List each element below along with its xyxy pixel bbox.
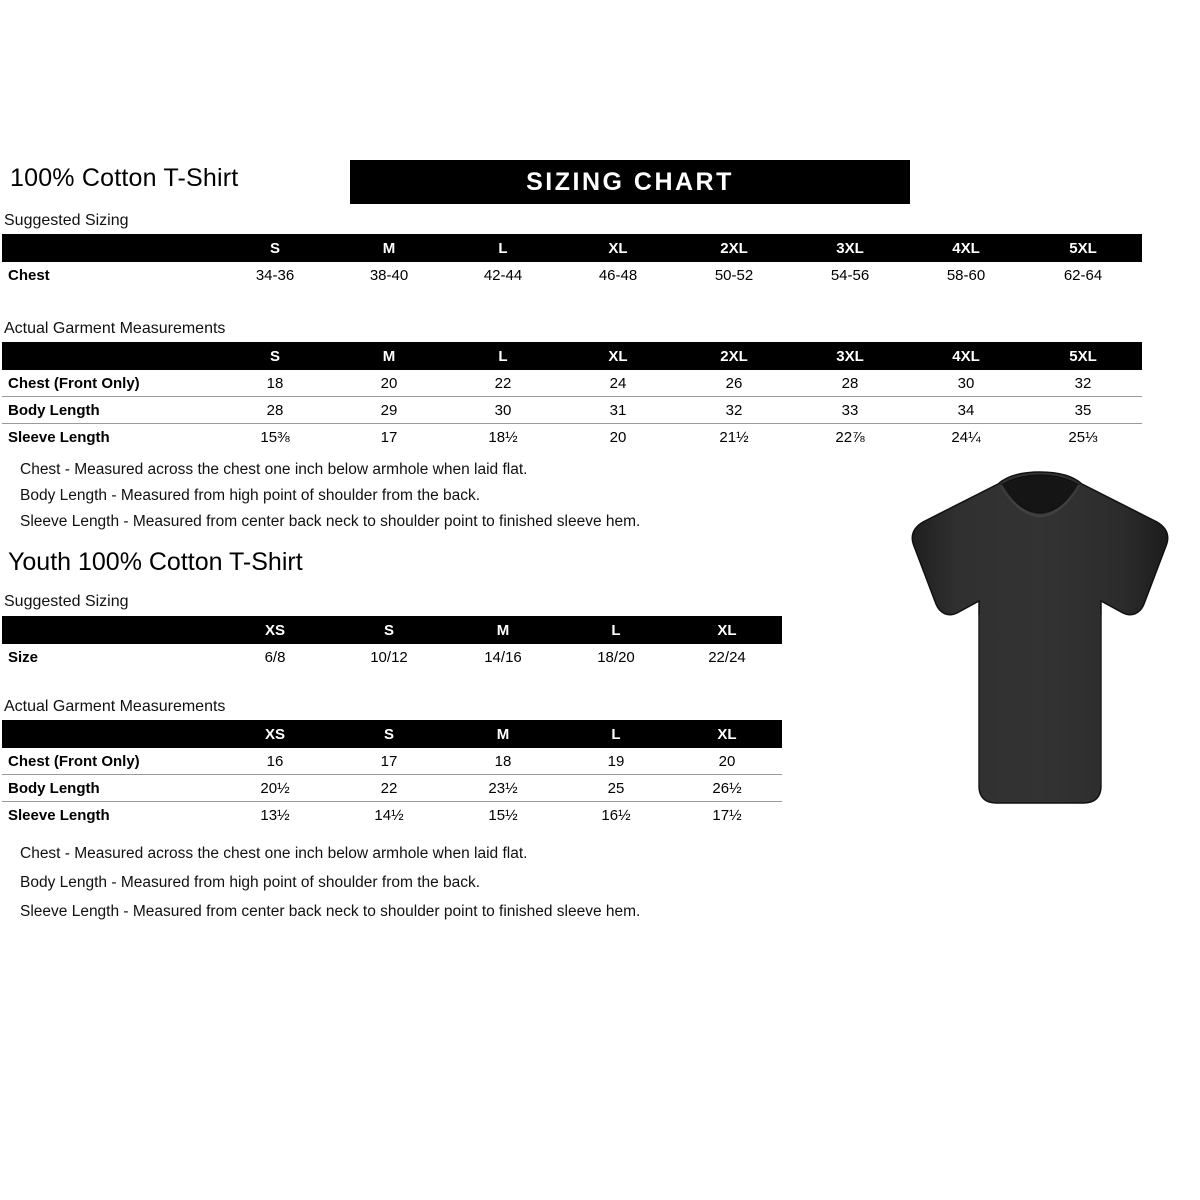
youth-note-body-length: Body Length - Measured from high point of shoulder from the back.: [20, 874, 481, 891]
table-cell: 26: [676, 370, 792, 397]
table-header-row: [2, 342, 1142, 370]
adult-title-row: [10, 160, 1190, 204]
table-cell: 14/16: [484, 648, 522, 666]
row-header: Chest (Front Only): [2, 748, 218, 775]
youth-suggested-sizing-table: [2, 616, 782, 670]
column-header-s: S: [218, 234, 332, 262]
page-title: 100% Cotton T-Shirt: [10, 164, 239, 192]
table-cell: 17: [332, 748, 446, 775]
table-cell: 18/20: [597, 648, 635, 666]
column-header-xl: XL: [672, 616, 782, 644]
column-header-l: L: [560, 720, 672, 748]
adult-suggested-sizing-label: Suggested Sizing: [4, 212, 129, 229]
table-cell: 29: [332, 397, 446, 424]
adult-actual-measurements-label: Actual Garment Measurements: [4, 320, 226, 337]
youth-note-sleeve-length: Sleeve Length - Measured from center back neck to shoulder point to finished sleeve hem.: [20, 903, 641, 920]
column-header-m: M: [332, 234, 446, 262]
table-cell: 32: [1024, 370, 1142, 397]
table-header-row: [2, 234, 1142, 262]
table-cell: 32: [676, 397, 792, 424]
table-cell: 25⅓: [1068, 428, 1098, 446]
table-row: [2, 644, 782, 670]
table-row: [2, 370, 1142, 397]
table-cell: 20: [609, 428, 627, 446]
youth-note-chest: Chest - Measured across the chest one inch below armhole when laid flat.: [20, 845, 528, 862]
column-header-5xl: 5XL: [1024, 234, 1142, 262]
row-header: Size: [8, 648, 39, 666]
sizing-chart-banner-label: SIZING CHART: [526, 168, 734, 196]
table-body: [2, 262, 1142, 288]
table-cell: 20: [672, 748, 782, 775]
column-header-label: [2, 234, 218, 262]
table-cell: 28: [792, 370, 908, 397]
table-cell: 14½: [374, 806, 404, 824]
table-row: [2, 802, 782, 829]
table-cell: 50-52: [714, 266, 754, 284]
table-cell: 54-56: [830, 266, 870, 284]
column-header-xl: XL: [560, 234, 676, 262]
sizing-chart-banner: [350, 160, 910, 204]
adult-note-chest: Chest - Measured across the chest one inch below armhole when laid flat.: [20, 461, 528, 478]
table-cell: 19: [560, 748, 672, 775]
table-row: [2, 748, 782, 775]
table-cell: 20: [332, 370, 446, 397]
column-header-5xl: 5XL: [1024, 342, 1142, 370]
table-cell: 24: [560, 370, 676, 397]
table-cell: 23½: [446, 775, 560, 802]
table-cell: 17: [380, 428, 398, 446]
black-t-shirt-icon: [895, 470, 1185, 815]
adult-note-sleeve-length: Sleeve Length - Measured from center back neck to shoulder point to finished sleeve hem.: [20, 513, 641, 530]
table-cell: 46-48: [598, 266, 638, 284]
row-header: Sleeve Length: [8, 806, 110, 824]
row-header: Sleeve Length: [8, 428, 110, 446]
column-header-label: [2, 720, 218, 748]
column-header-3xl: 3XL: [792, 234, 908, 262]
youth-actual-measurements-table: [2, 720, 782, 828]
table-cell: 18: [218, 370, 332, 397]
column-header-xl: XL: [672, 720, 782, 748]
table-cell: 15⅜: [260, 428, 290, 446]
table-body: [2, 748, 782, 828]
row-header: Body Length: [2, 397, 218, 424]
column-header-xl: XL: [560, 342, 676, 370]
table-cell: 10/12: [370, 648, 408, 666]
column-header-m: M: [332, 342, 446, 370]
table-cell: 18: [446, 748, 560, 775]
column-header-l: L: [446, 342, 560, 370]
table-cell: 26½: [672, 775, 782, 802]
table-row: [2, 397, 1142, 424]
table-row: [2, 262, 1142, 288]
table-cell: 62-64: [1063, 266, 1103, 284]
column-header-s: S: [218, 342, 332, 370]
table-cell: 16½: [601, 806, 631, 824]
table-cell: 20½: [218, 775, 332, 802]
column-header-label: [2, 616, 218, 644]
row-header: Body Length: [2, 775, 218, 802]
column-header-2xl: 2XL: [676, 342, 792, 370]
table-cell: 31: [560, 397, 676, 424]
table-body: [2, 370, 1142, 450]
table-cell: 18½: [488, 428, 518, 446]
table-header-row: [2, 616, 782, 644]
adult-suggested-sizing-table: [2, 234, 1142, 288]
table-cell: 42-44: [483, 266, 523, 284]
table-cell: 13½: [260, 806, 290, 824]
column-header-2xl: 2XL: [676, 234, 792, 262]
adult-actual-measurements-table: [2, 342, 1142, 450]
table-row: [2, 775, 782, 802]
table-body: [2, 644, 782, 670]
column-header-4xl: 4XL: [908, 342, 1024, 370]
table-cell: 22/24: [708, 648, 746, 666]
table-cell: 35: [1024, 397, 1142, 424]
column-header-l: L: [446, 234, 560, 262]
table-cell: 24¼: [951, 428, 981, 446]
table-cell: 22: [446, 370, 560, 397]
row-header: Chest (Front Only): [2, 370, 218, 397]
table-row: [2, 424, 1142, 451]
column-header-s: S: [332, 720, 446, 748]
youth-suggested-sizing-label: Suggested Sizing: [4, 593, 129, 610]
column-header-l: L: [560, 616, 672, 644]
table-cell: 34: [908, 397, 1024, 424]
youth-section-title: Youth 100% Cotton T-Shirt: [8, 548, 303, 576]
table-cell: 33: [792, 397, 908, 424]
adult-note-body-length: Body Length - Measured from high point of shoulder from the back.: [20, 487, 481, 504]
table-cell: 16: [218, 748, 332, 775]
column-header-m: M: [446, 720, 560, 748]
column-header-3xl: 3XL: [792, 342, 908, 370]
column-header-m: M: [446, 616, 560, 644]
youth-actual-measurements-label: Actual Garment Measurements: [4, 698, 226, 715]
column-header-xs: XS: [218, 720, 332, 748]
table-cell: 15½: [488, 806, 518, 824]
column-header-xs: XS: [218, 616, 332, 644]
table-header-row: [2, 720, 782, 748]
column-header-label: [2, 342, 218, 370]
table-cell: 30: [446, 397, 560, 424]
table-cell: 17½: [712, 806, 742, 824]
table-cell: 34-36: [255, 266, 295, 284]
table-cell: 21½: [719, 428, 749, 446]
table-cell: 38-40: [369, 266, 409, 284]
t-shirt-illustration: [895, 470, 1185, 815]
column-header-s: S: [332, 616, 446, 644]
column-header-4xl: 4XL: [908, 234, 1024, 262]
table-cell: 22⅞: [835, 428, 865, 446]
table-cell: 58-60: [946, 266, 986, 284]
row-header: Chest: [8, 266, 50, 284]
table-cell: 6/8: [264, 648, 286, 666]
table-cell: 28: [218, 397, 332, 424]
table-cell: 22: [332, 775, 446, 802]
table-cell: 25: [560, 775, 672, 802]
table-cell: 30: [908, 370, 1024, 397]
